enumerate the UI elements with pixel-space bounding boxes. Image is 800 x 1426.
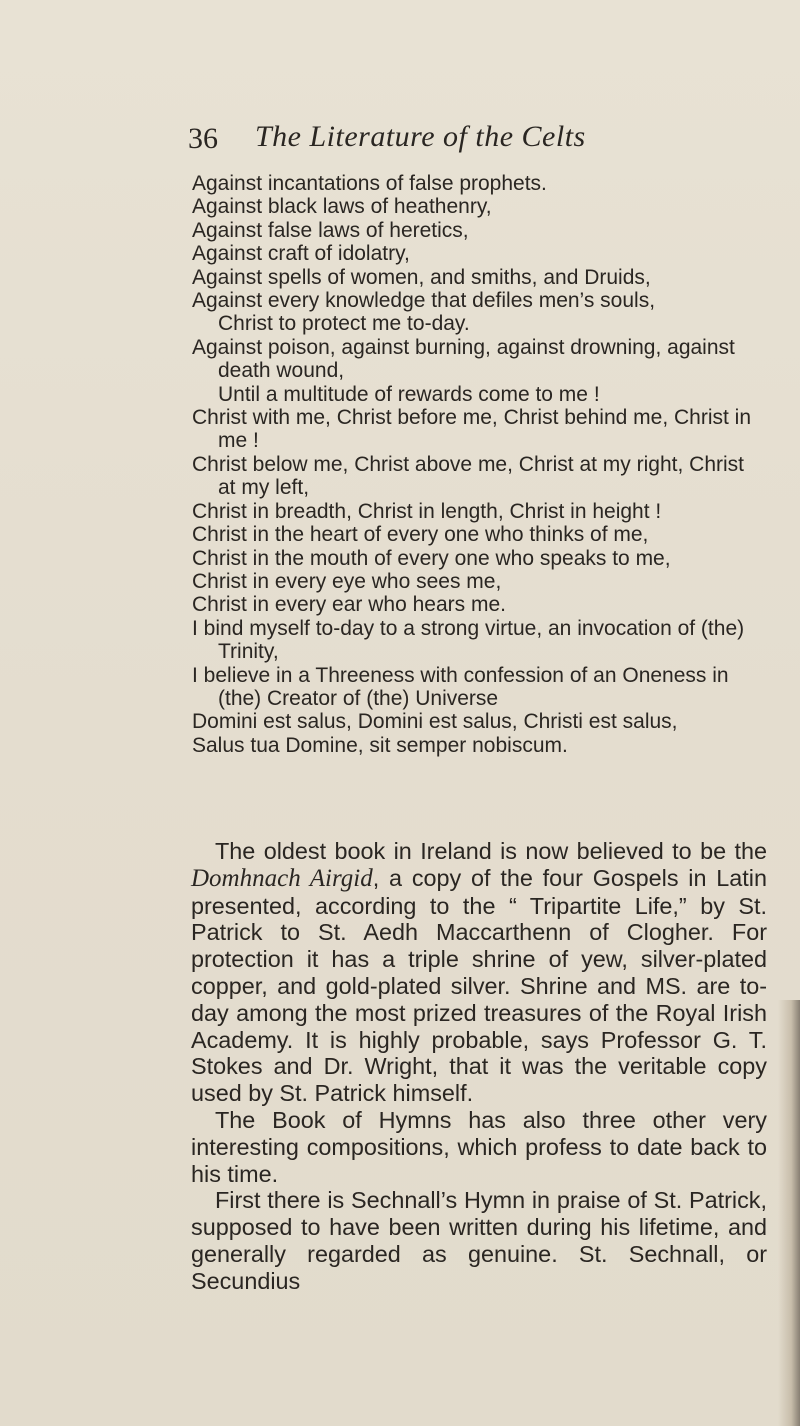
body-text [191, 838, 767, 1295]
paragraph-book-of-hymns: The Book of Hymns has also three other very interesting compositions, which profess to date back to his time. [191, 1106, 767, 1187]
verse-line: Domini est salus, Domini est salus, Christi est salus, [192, 710, 678, 734]
paragraph-sechnall-hymn: First there is Sechnall’s Hymn in praise of St. Patrick, supposed to have been written during his lifetime, and generally regarded as genuine. St. Sechnall, or Secundius [191, 1187, 767, 1294]
verse-line: Christ with me, Christ before me, Christ behind me, Christ in me ! [192, 406, 752, 453]
verse-line: Christ below me, Christ above me, Christ at my right, Christ at my left, [192, 452, 744, 500]
verse-line: Salus tua Domine, sit semper nobiscum. [192, 733, 568, 757]
verse-line: Christ in the mouth of every one who speaks to me, [192, 546, 671, 570]
paragraph-domhnach-airgid [191, 838, 767, 1107]
page-edge-shadow [778, 1000, 800, 1426]
verse-line: Christ in every eye who sees me, [192, 569, 502, 593]
running-title: The Literature of the Celts [255, 120, 586, 153]
page-number: 36 [188, 122, 218, 155]
verse-line: Against incantations of false prophets. [192, 172, 547, 195]
verse-line: Against false laws of heretics, [192, 218, 469, 242]
verse-line: Christ to protect me to-day. [218, 312, 470, 336]
verse-line: Against spells of women, and smiths, and Druids, [192, 265, 651, 289]
verse-line: I believe in a Threeness with confession of an Oneness in (the) Creator of (the) Universe [192, 663, 729, 710]
verse-line: Christ in every ear who hears me. [192, 593, 506, 617]
book-title-italic: Domhnach Airgid [191, 864, 373, 892]
verse-line: Against every knowledge that defiles men’s souls, [192, 289, 656, 313]
verse-line: Against black laws of heathenry, [192, 195, 492, 219]
verse-line: Against craft of idolatry, [192, 242, 410, 266]
hymn-verse [192, 172, 767, 757]
verse-line: I bind myself to-day to a strong virtue, an invocation of (the) Trinity, [192, 616, 745, 664]
page-header [0, 118, 800, 162]
verse-line: Christ in breadth, Christ in length, Christ in height ! [192, 499, 662, 523]
paragraph-text: , a copy of the four Gospels in Latin presented, according to the “ Tripartite Life,” by St. Patrick to St. Aedh Maccarthenn of Clogher. For protection it has a triple shrine of yew, silver-plated copper, and gold-plated silver. Shrine and MS. are to-day among the most prized treasures of the Royal Irish Academy. It is highly probable, says Professor G. T. Stokes and Dr. Wright, that it was the veritable copy used by St. Patrick himself. [191, 864, 768, 1107]
verse-line: Against poison, against burning, against drowning, against death wound, [192, 335, 735, 383]
verse-line: Until a multitude of rewards come to me ! [218, 382, 600, 406]
paragraph-text: The oldest book in Ireland is now believed to be the [215, 838, 767, 864]
verse-line: Christ in the heart of every one who thinks of me, [192, 523, 649, 547]
